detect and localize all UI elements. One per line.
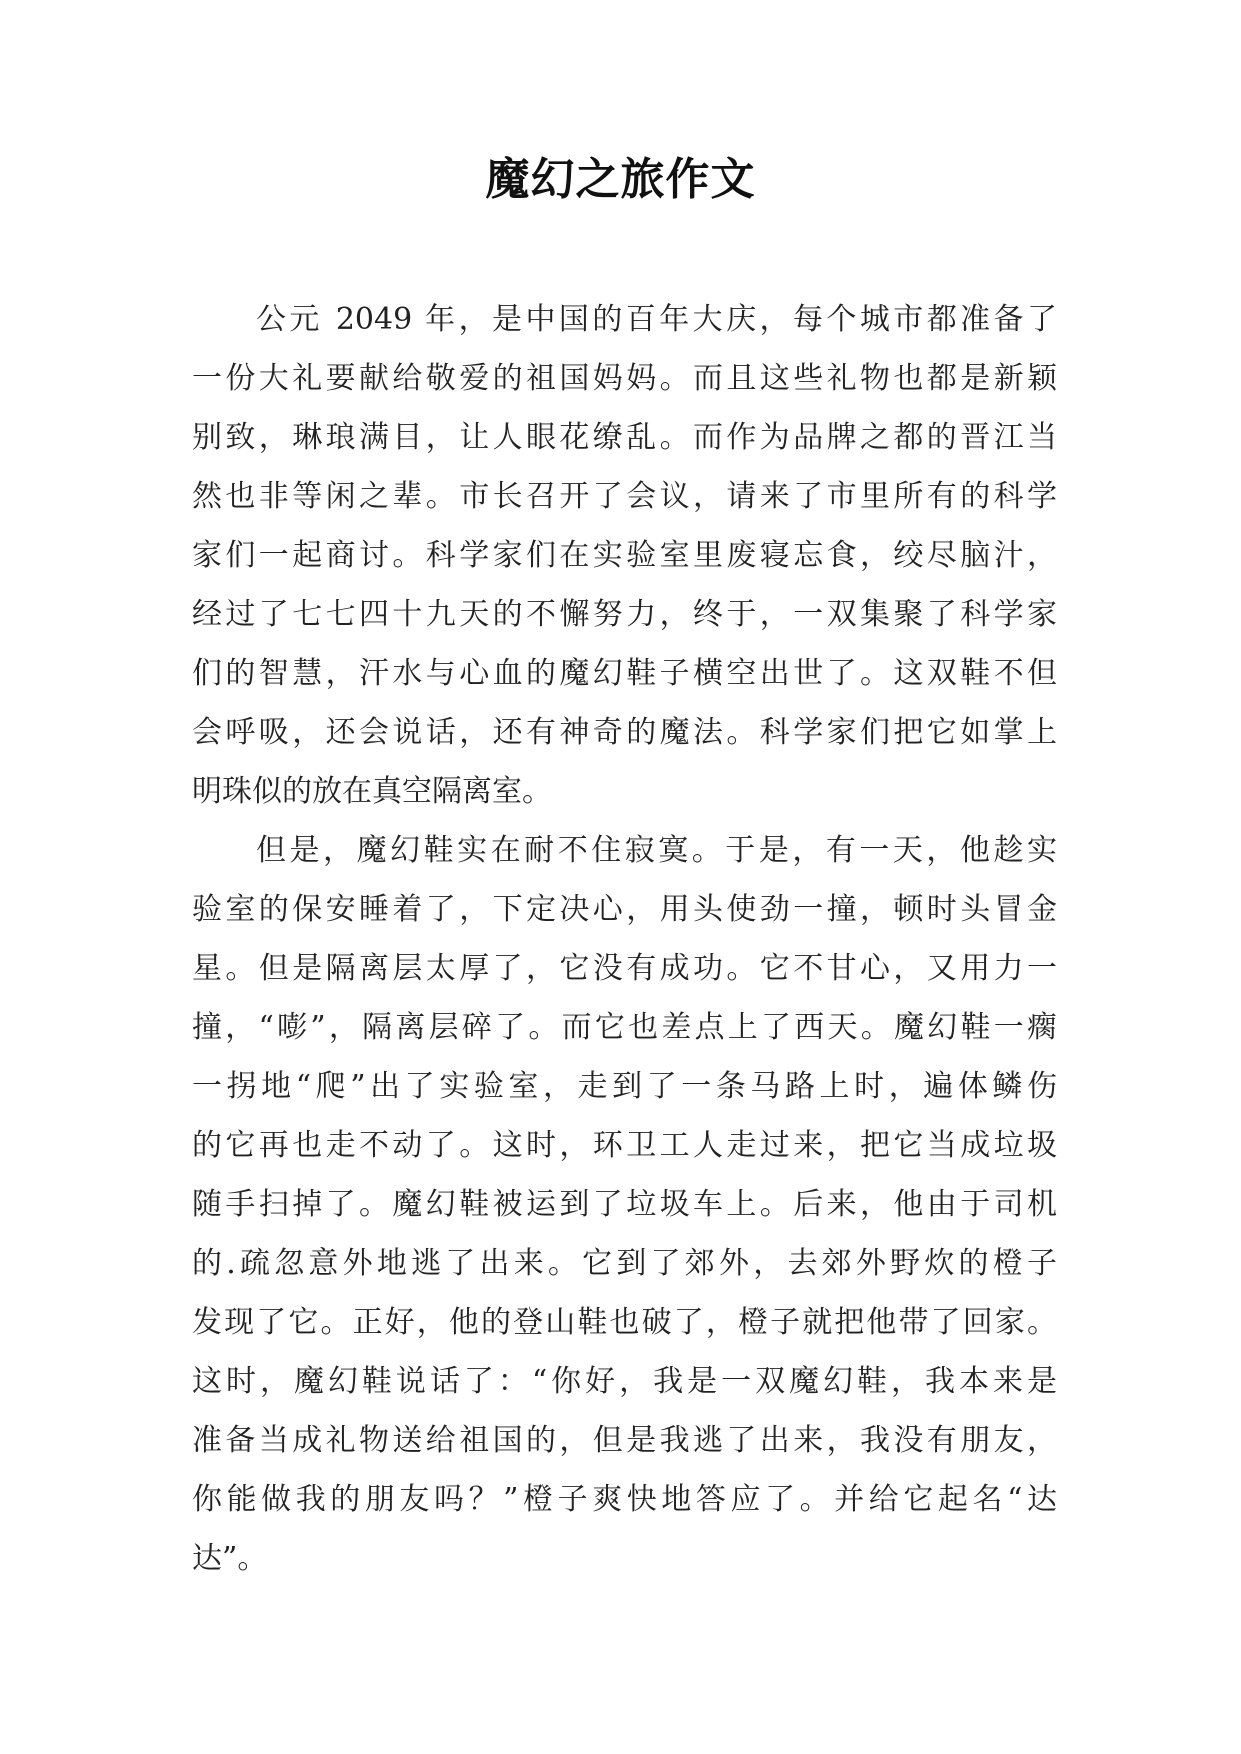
paragraph-line: 这时，魔幻鞋说话了：“你好，我是一双魔幻鞋，我本来是 [192, 1364, 1057, 1399]
paragraph-line: 们的智慧，汗水与心血的魔幻鞋子横空出世了。这双鞋不但 [192, 656, 1057, 691]
document-body [192, 290, 1057, 1588]
paragraph-line: 家们一起商讨。科学家们在实验室里废寝忘食，绞尽脑汁， [192, 538, 1057, 573]
paragraph-line: 的.疏忽意外地逃了出来。它到了郊外，去郊外野炊的橙子 [192, 1246, 1057, 1281]
paragraph-line: 公元 2049 年，是中国的百年大庆，每个城市都准备了 [256, 302, 1057, 337]
paragraph-line: 的它再也走不动了。这时，环卫工人走过来，把它当成垃圾 [192, 1128, 1057, 1163]
paragraph-line: 你能做我的朋友吗？”橙子爽快地答应了。并给它起名“达 [192, 1482, 1057, 1517]
paragraph-line: 明珠似的放在真空隔离室。 [192, 774, 552, 809]
paragraph-line: 然也非等闲之辈。市长召开了会议，请来了市里所有的科学 [192, 479, 1057, 514]
paragraph-line: 但是，魔幻鞋实在耐不住寂寞。于是，有一天，他趁实 [256, 833, 1057, 868]
document-title: 魔幻之旅作文 [485, 154, 756, 205]
paragraph-line: 别致，琳琅满目，让人眼花缭乱。而作为品牌之都的晋江当 [192, 420, 1057, 455]
paragraph-line: 一拐地“爬”出了实验室，走到了一条马路上时，遍体鳞伤 [192, 1069, 1057, 1104]
paragraph-line: 随手扫掉了。魔幻鞋被运到了垃圾车上。后来，他由于司机 [192, 1187, 1057, 1222]
paragraph-line: 撞，“嘭”，隔离层碎了。而它也差点上了西天。魔幻鞋一瘸 [192, 1010, 1057, 1045]
paragraph-line: 一份大礼要献给敬爱的祖国妈妈。而且这些礼物也都是新颖 [192, 361, 1057, 396]
paragraph-line: 星。但是隔离层太厚了，它没有成功。它不甘心，又用力一 [192, 951, 1057, 986]
paragraph-line: 经过了七七四十九天的不懈努力，终于，一双集聚了科学家 [192, 597, 1057, 632]
paragraph-line: 会呼吸，还会说话，还有神奇的魔法。科学家们把它如掌上 [192, 715, 1057, 750]
paragraph-line: 达”。 [192, 1541, 268, 1576]
paragraph-line: 发现了它。正好，他的登山鞋也破了，橙子就把他带了回家。 [192, 1305, 1057, 1340]
paragraph-line: 准备当成礼物送给祖国的，但是我逃了出来，我没有朋友， [192, 1423, 1057, 1458]
paragraph-line: 验室的保安睡着了，下定决心，用头使劲一撞，顿时头冒金 [192, 892, 1057, 927]
